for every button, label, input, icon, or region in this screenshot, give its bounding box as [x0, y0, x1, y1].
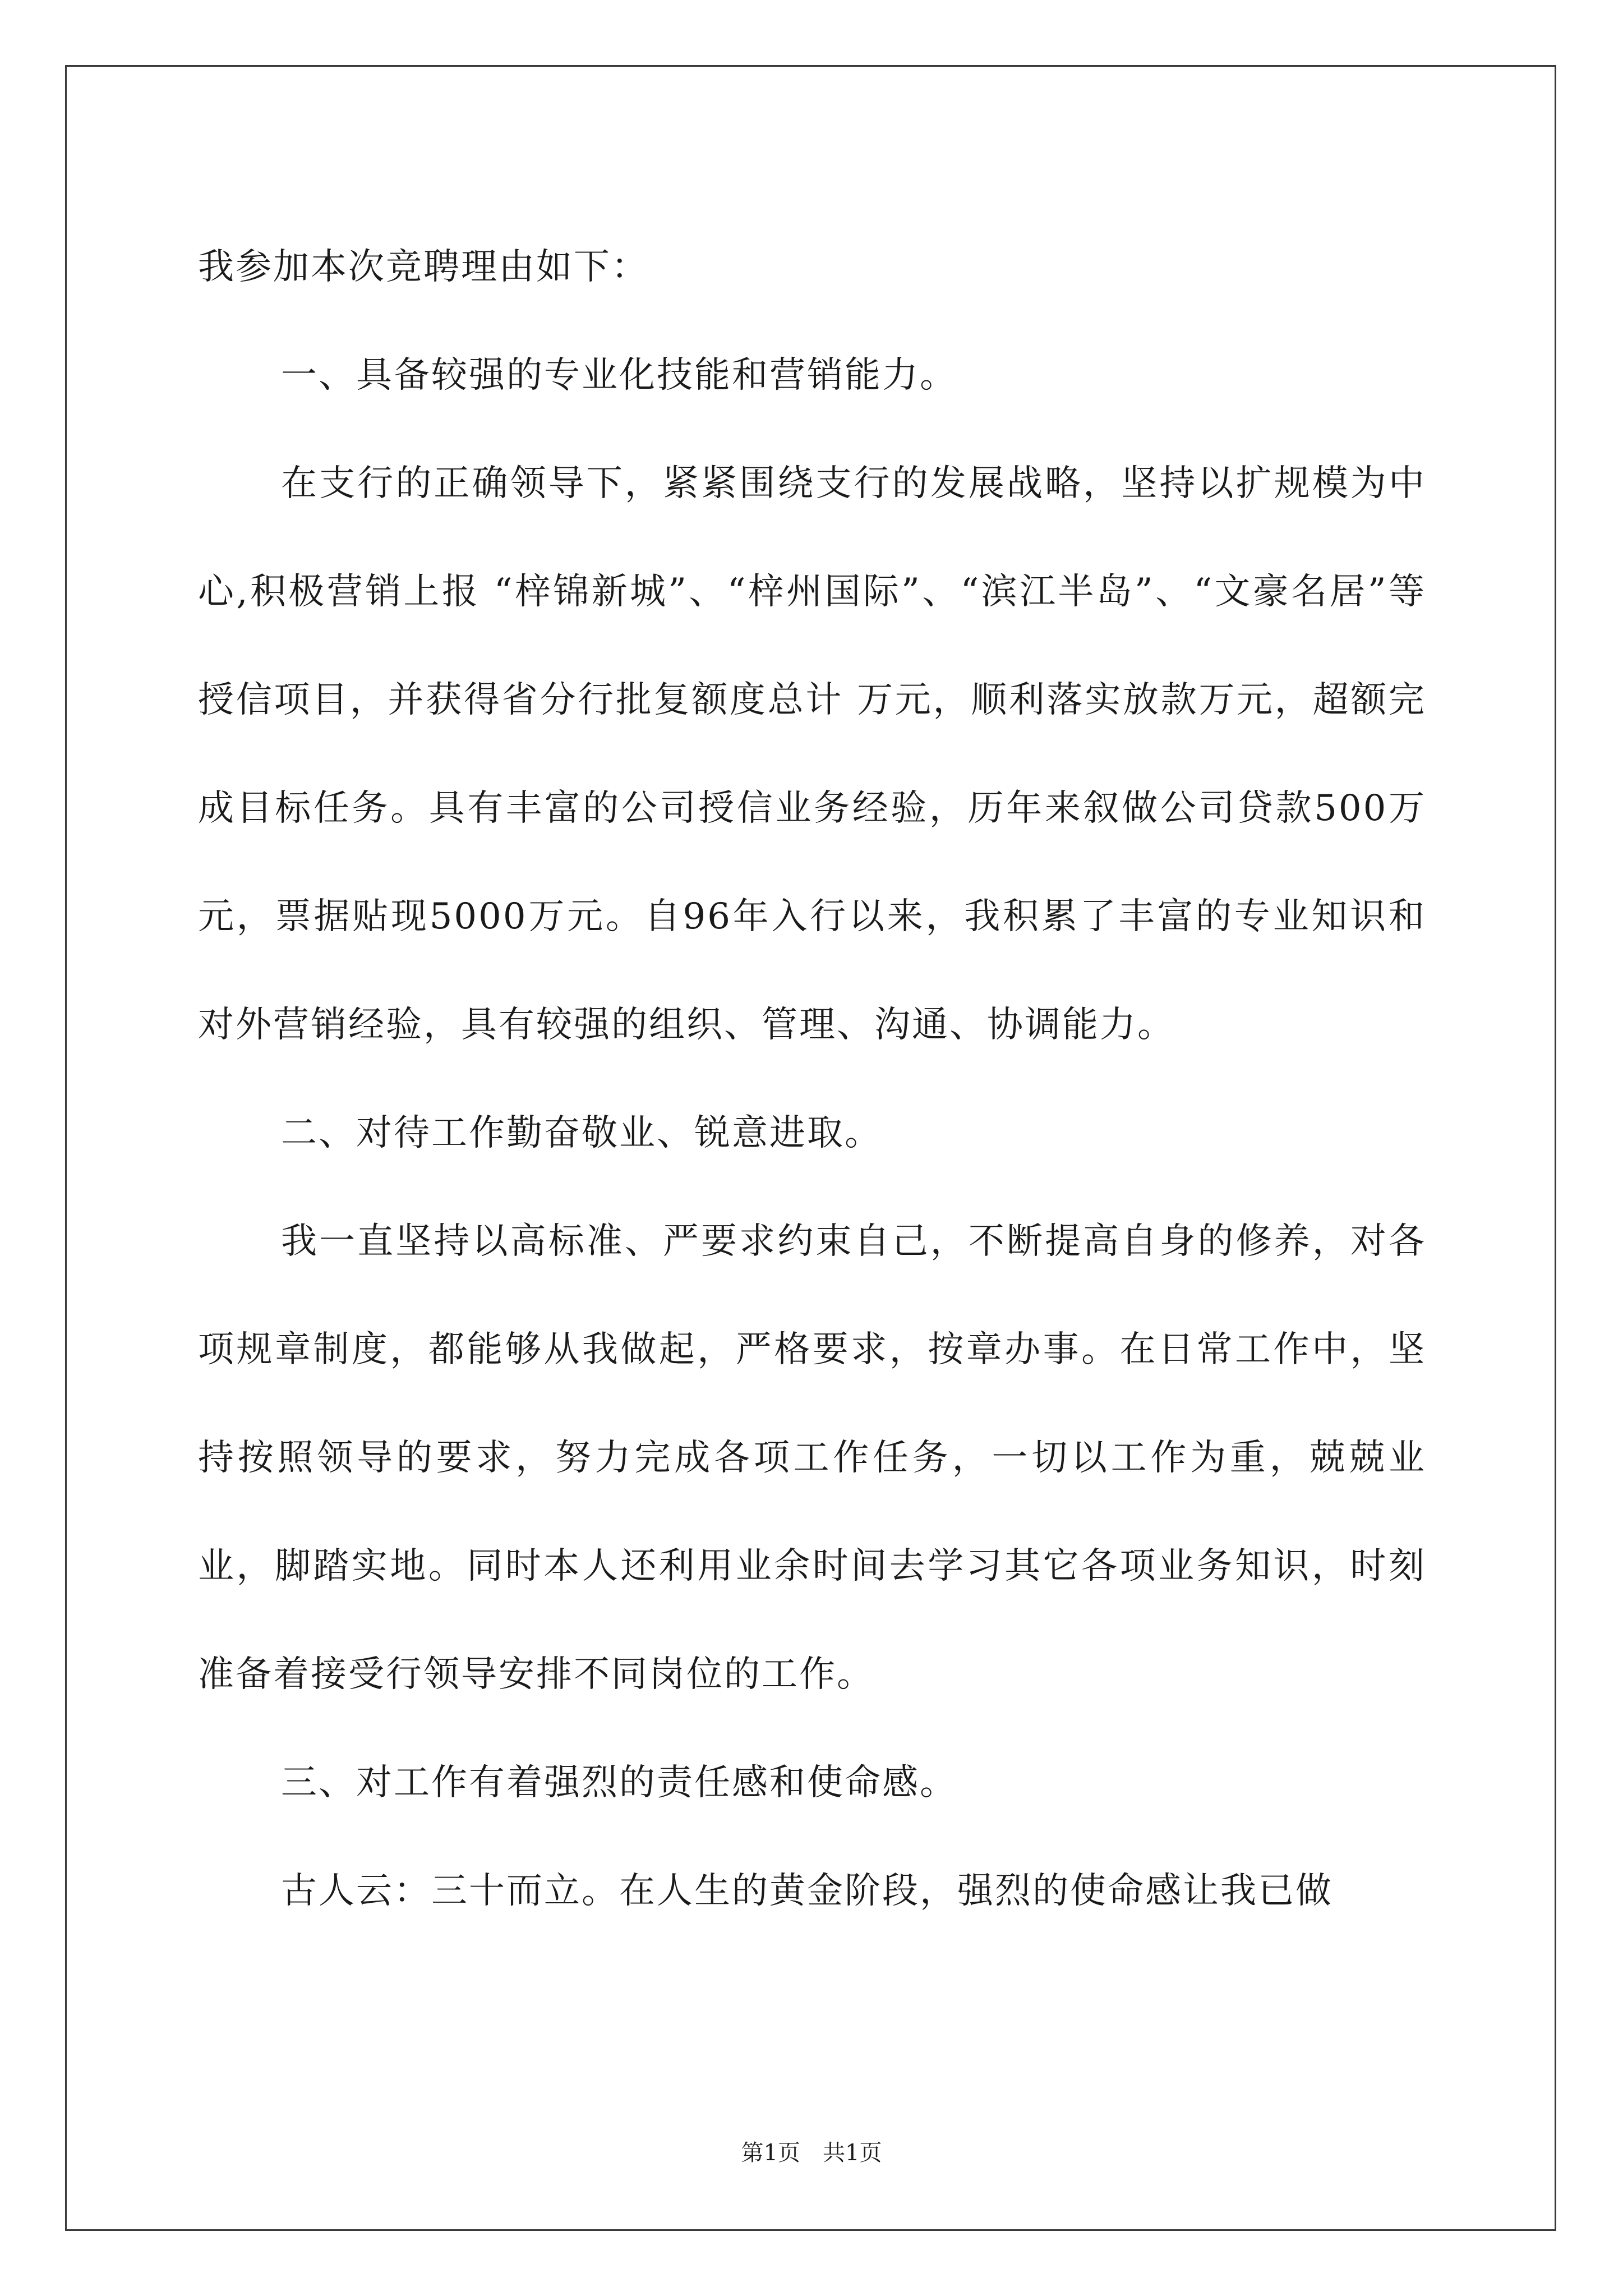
- page-footer: [0, 2135, 1623, 2167]
- paragraph-intro: 我参加本次竞聘理由如下：: [198, 246, 649, 288]
- document-body: [198, 213, 1426, 1945]
- page-number: 第1页: [741, 2140, 800, 2166]
- heading-point-one: 一、具备较强的专业化技能和营销能力。: [281, 355, 957, 396]
- page-total: 共1页: [823, 2140, 882, 2166]
- paragraph-point-one: 在支行的正确领导下，紧紧围绕支行的发展战略，坚持以扩规模为中心,积极营销上报 “梓锦新城”、“梓州国际”、“滨江半岛”、“文豪名居”等授信项目，并获得省分行批复额度总计 万元，顺利落实放款万元，超额完成目标任务。具有丰富的公司授信业务经验，历年来叙做公司贷款500万元，票据贴现5000万元。自96年入行以来，我积累了丰富的专业知识和对外营销经验，具有较强的组织、管理、沟通、协调能力。: [198, 463, 1426, 1046]
- heading-point-two: 二、对待工作勤奋敬业、锐意进取。: [281, 1112, 882, 1154]
- paragraph-point-three: 古人云：三十而立。在人生的黄金阶段，强烈的使命感让我已做: [281, 1870, 1333, 1912]
- heading-point-three: 三、对工作有着强烈的责任感和使命感。: [281, 1762, 957, 1803]
- paragraph-point-two: 我一直坚持以高标准、严要求约束自己，不断提高自身的修养，对各项规章制度，都能够从我做起，严格要求，按章办事。在日常工作中，坚持按照领导的要求，努力完成各项工作任务，一切以工作为重，兢兢业业，脚踏实地。同时本人还利用业余时间去学习其它各项业务知识，时刻准备着接受行领导安排不同岗位的工作。: [198, 1221, 1426, 1695]
